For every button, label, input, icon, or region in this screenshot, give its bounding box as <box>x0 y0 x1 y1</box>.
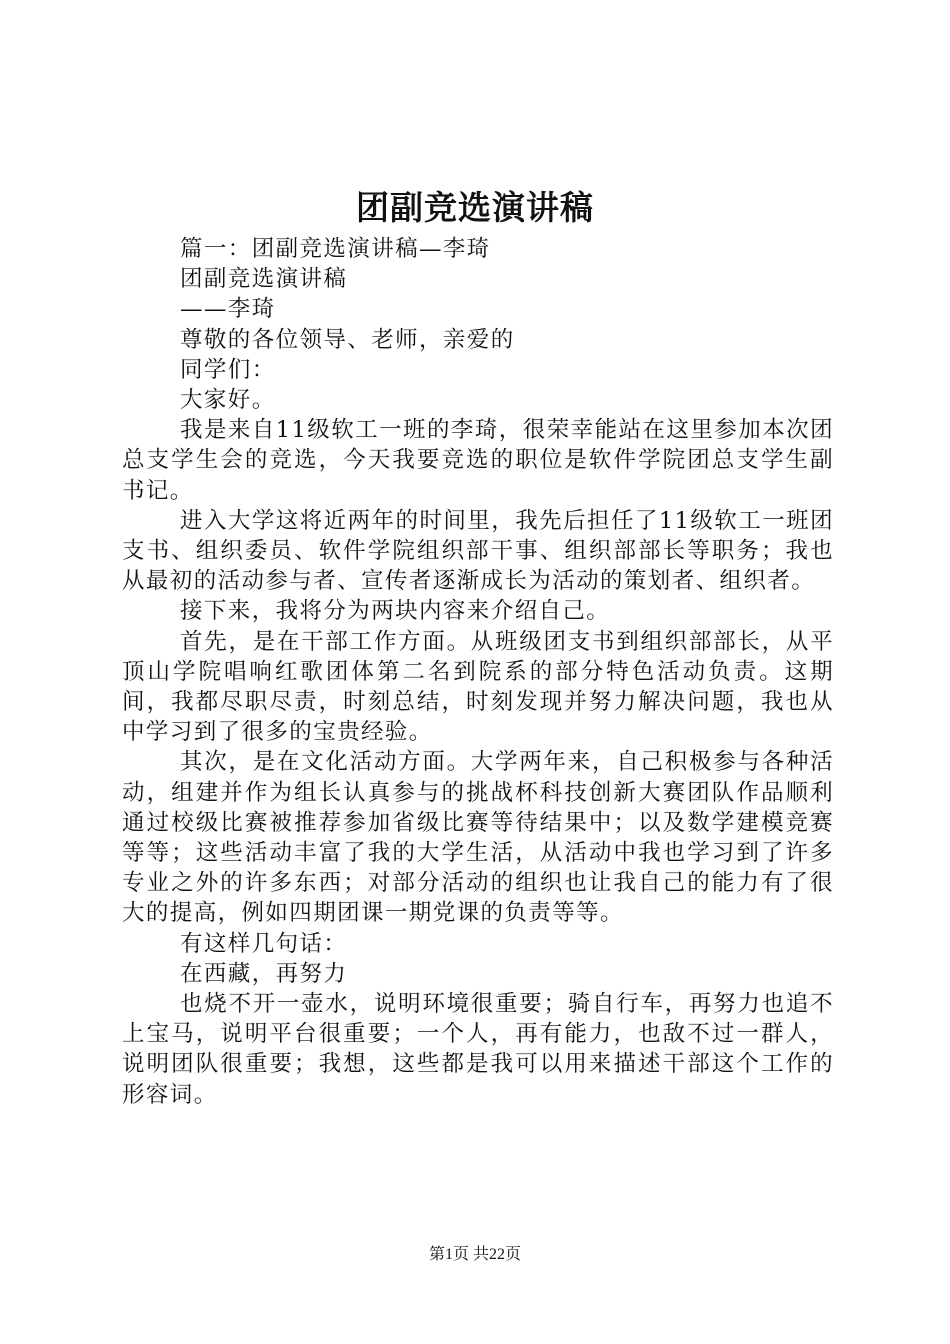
paragraph-greeting: 大家好。 <box>180 387 276 414</box>
paragraph-subtitle: 团副竞选演讲稿 <box>180 266 348 293</box>
paragraph-salutation-2: 同学们： <box>180 356 276 383</box>
paragraph-sayings: 也烧不开一壶水，说明环境很重要；骑自行车，再努力也追不上宝马，说明平台很重要；一个人，再有能力，也敌不过一群人，说明团队很重要；我想，这些都是我可以用来描述干部这个工作的形容词。 <box>122 991 834 1108</box>
document-title: 团副竞选演讲稿 <box>356 188 594 227</box>
paragraph-cadre-work: 首先，是在干部工作方面。从班级团支书到组织部部长，从平顶山学院唱响红歌团体第二名到院系的部分特色活动负责。这期间，我都尽职尽责，时刻总结，时刻发现并努力解决问题，我也从中学习到了很多的宝贵经验。 <box>122 628 834 746</box>
paragraph-intro: 我是来自11级软工一班的李琦，很荣幸能站在这里参加本次团总支学生会的竞选，今天我要竞选的职位是软件学院团总支学生副书记。 <box>122 417 834 504</box>
paragraph-sayings-intro: 有这样几句话： <box>180 930 348 957</box>
paragraph-author: ——李琦 <box>180 296 276 323</box>
paragraph-experience: 进入大学这将近两年的时间里，我先后担任了11级软工一班团支书、组织委员、软件学院组织部干事、组织部部长等职务；我也从最初的活动参与者、宣传者逐渐成长为活动的策划者、组织者。 <box>122 507 834 595</box>
page-number-footer: 第1页 共22页 <box>428 1246 521 1263</box>
paragraph-saying-line: 在西藏，再努力 <box>180 960 348 987</box>
paragraph-cultural-activities: 其次，是在文化活动方面。大学两年来，自己积极参与各种活动，组建并作为组长认真参与的挑战杯科技创新大赛团队作品顺利通过校级比赛被推荐参加省级比赛等待结果中；以及数学建模竞赛等等；这些活动丰富了我的大学生活，从活动中我也学习到了许多专业之外的许多东西；对部分活动的组织也让我自己的能力有了很大的提高，例如四期团课一期党课的负责等等。 <box>122 749 834 927</box>
paragraph-salutation-1: 尊敬的各位领导、老师，亲爱的 <box>180 326 515 353</box>
paragraph-transition: 接下来，我将分为两块内容来介绍自己。 <box>180 598 611 625</box>
paragraph-heading-section: 篇一：团副竞选演讲稿—李琦 <box>180 236 491 262</box>
document-body <box>122 234 834 1110</box>
